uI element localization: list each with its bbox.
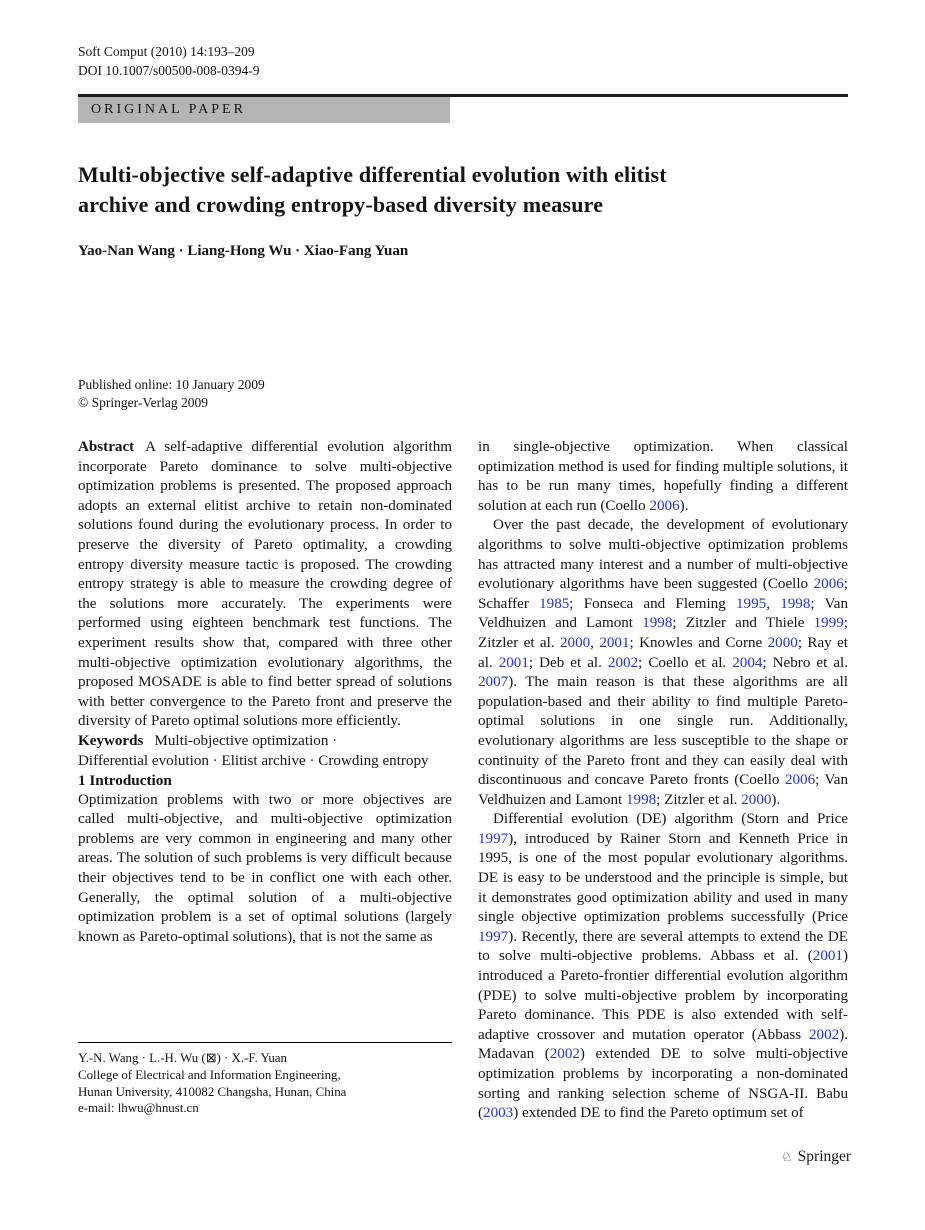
paper-title [78,160,838,219]
footnote-authors: Y.-N. Wang · L.-H. Wu (⊠) · X.-F. Yuan [78,1051,287,1065]
citation-link[interactable]: 2006 [813,576,844,593]
text-segment: ; Knowles and Corne [629,634,768,651]
keywords-paragraph [78,732,452,771]
author-footnote [78,1042,452,1117]
text-segment: ; Schaffer [478,576,848,612]
text-segment: ; Nebro et al. [762,654,848,671]
abstract-paragraph [78,438,452,732]
citation-link[interactable]: 2001 [812,948,843,965]
citation-link[interactable]: 2000 [741,791,772,808]
citation-link[interactable]: 2007 [478,674,509,691]
text-segment: Multi-objective optimization · [154,732,338,749]
springer-horse-icon: ♘ [781,1149,793,1164]
footnote-address: Hunan University, 410082 Changsha, Hunan, China [78,1084,347,1099]
text-segment: ; Deb et al. [528,654,608,671]
text-segment: Over the past decade, the development of evolutionary algorithms to solve multi-objective optimization problems has attracted many interest and a number of multi-objective evolutionary algorithms have been suggested (Coello [478,517,848,593]
citation-link[interactable]: 1998 [780,595,811,612]
text-segment: ; Zitzler et al. [478,615,848,651]
footnote-email: e-mail: lhwu@hnust.cn [78,1101,199,1116]
citation-link[interactable]: 1998 [642,615,673,632]
original-paper-banner: ORIGINAL PAPER [78,97,450,123]
footnote-affiliation: College of Electrical and Information Engineering, [78,1067,341,1082]
citation-link[interactable]: 1999 [813,615,844,632]
journal-header [78,42,260,80]
text-segment: Differential evolution (DE) algorithm (Storn and Price [493,811,848,828]
text-segment: , [766,595,781,612]
text-segment: ). Madavan ( [478,1026,848,1063]
springer-logo-text: Springer [797,1148,852,1165]
left-column [78,438,452,947]
citation-link[interactable]: 2002 [607,654,639,671]
copyright-notice: © Springer-Verlag 2009 [78,394,208,410]
citation-link[interactable]: 2002 [549,1046,580,1063]
text-segment: Differential evolution · Elitist archive · Crowding entropy [78,752,429,769]
citation-link[interactable]: 1985 [539,595,570,612]
text-segment: archive and crowding entropy-based diversity measure [78,191,604,217]
text-segment: ). The main reason is that these algorithms are all population-based and their ability to find multiple Pareto-optimal solutions in one single run. Additionally, evolutionary algorithms are less susceptible to the shape or continuity of the Pareto front and they can easily deal with discontinuous and concave Pareto fronts (Coello [478,674,848,789]
citation-link[interactable]: 1995 [736,595,767,612]
text-segment: ). [771,791,781,808]
text-segment: ; Coello et al. [638,654,733,671]
citation-link[interactable]: 2006 [784,772,816,789]
right-column [478,438,848,1124]
citation-link[interactable]: 1997 [478,830,509,847]
body-paragraph [478,516,848,810]
body-paragraph [478,438,848,516]
citation-link[interactable]: 2001 [599,634,630,651]
abstract-text: A self-adaptive differential evolution algorithm incorporate Pareto dominance to solve multi-objective optimization problems is presented. The proposed approach adopts an external elitist archive to retain non-dominated solutions found during the evolutionary process. In order to preserve the diversity of Pareto optimality, a crowding entropy diversity measure tactic is proposed. The crowding entropy strategy is able to measure the crowding degree of the solutions more accurately. The experiments were performed using eighteen benchmark test functions. The experiment results show that, compared with three other multi-objective optimization evolutionary algorithms, the proposed MOSADE is able to find better spread of solutions with better convergence to the Pareto front and preserve the diversity of Pareto optimal solutions more efficiently. [78,439,452,730]
section-heading-introduction: 1 Introduction [78,772,172,790]
text-segment: ). Recently, there are several attempts to extend the DE to solve multi-objective problems. Abbass et al. ( [478,928,848,965]
doi: DOI 10.1007/s00500-008-0394-9 [78,63,260,78]
abstract-label: Abstract [78,439,135,455]
publication-block [78,376,265,411]
citation-link[interactable]: 2002 [809,1026,840,1043]
citation-link[interactable]: 2000 [559,634,591,651]
body-paragraph [478,810,848,1124]
text-segment: ) introduced a Pareto-frontier differential evolution algorithm (PDE) to solve multi-objective problem by incorporating Pareto dominance. This PDE is also extended with self-adaptive crossover and mutation operator (Abbass [478,948,848,1043]
authors-line: Yao-Nan Wang · Liang-Hong Wu · Xiao-Fang Yuan [78,243,409,259]
text-segment: ; Zitzler and Thiele [672,615,814,632]
citation-link[interactable]: 2000 [767,634,798,651]
text-segment: ) extended DE to solve multi-objective optimization problems by incorporating a non-dominated sorting and ranking selection scheme of NSGA-II. Babu ( [478,1046,848,1122]
text-segment: ), introduced by Rainer Storn and Kenneth Price in 1995, is one of the most popular evolutionary algorithms. DE is easy to be understood and the principle is simple, but it demonstrates good optimization ability and used in many single objective optimization problems successfully (Price [478,830,848,926]
text-segment: ). [679,497,689,514]
keywords-label: Keywords [78,732,144,749]
citation-link[interactable]: 1998 [625,791,657,808]
citation-link[interactable]: 2001 [498,654,529,671]
text-segment: ; Zitzler et al. [656,791,742,808]
citation-link[interactable]: 1997 [478,928,509,945]
text-segment: , [590,634,600,651]
introduction-paragraph: Optimization problems with two or more objectives are called multi-objective, and multi-objective optimization problems are very common in engineering and many other areas. The solution of such problems is very difficult because their objectives tend to be in conflict one with each other. Generally, the optimal solution of a multi-objective optimization problem is a set of optimal solutions (largely known as Pareto-optimal solutions), that is not the same as [78,791,452,945]
text-segment: in single-objective optimization. When classical optimization method is used for finding multiple solutions, it has to be run many times, hopefully finding a different solution at each run (Coello [478,439,848,514]
text-segment: Multi-objective self-adaptive differential evolution with elitist [78,162,667,187]
text-segment: ; Van Veldhuizen and Lamont [478,772,849,808]
citation-link[interactable]: 2006 [649,497,680,514]
text-segment: ; Ray et al. [478,634,848,671]
springer-logo [781,1148,851,1166]
citation-link[interactable]: 2003 [483,1105,514,1122]
citation-link[interactable]: 2004 [732,654,763,671]
journal-reference: Soft Comput (2010) 14:193–209 [78,44,255,59]
published-online: Published online: 10 January 2009 [78,377,265,392]
text-segment: ; Fonseca and Fleming [569,595,736,612]
text-segment: ; Van Veldhuizen and Lamont [478,595,849,632]
text-segment: ) extended DE to find the Pareto optimum set of [513,1105,804,1122]
